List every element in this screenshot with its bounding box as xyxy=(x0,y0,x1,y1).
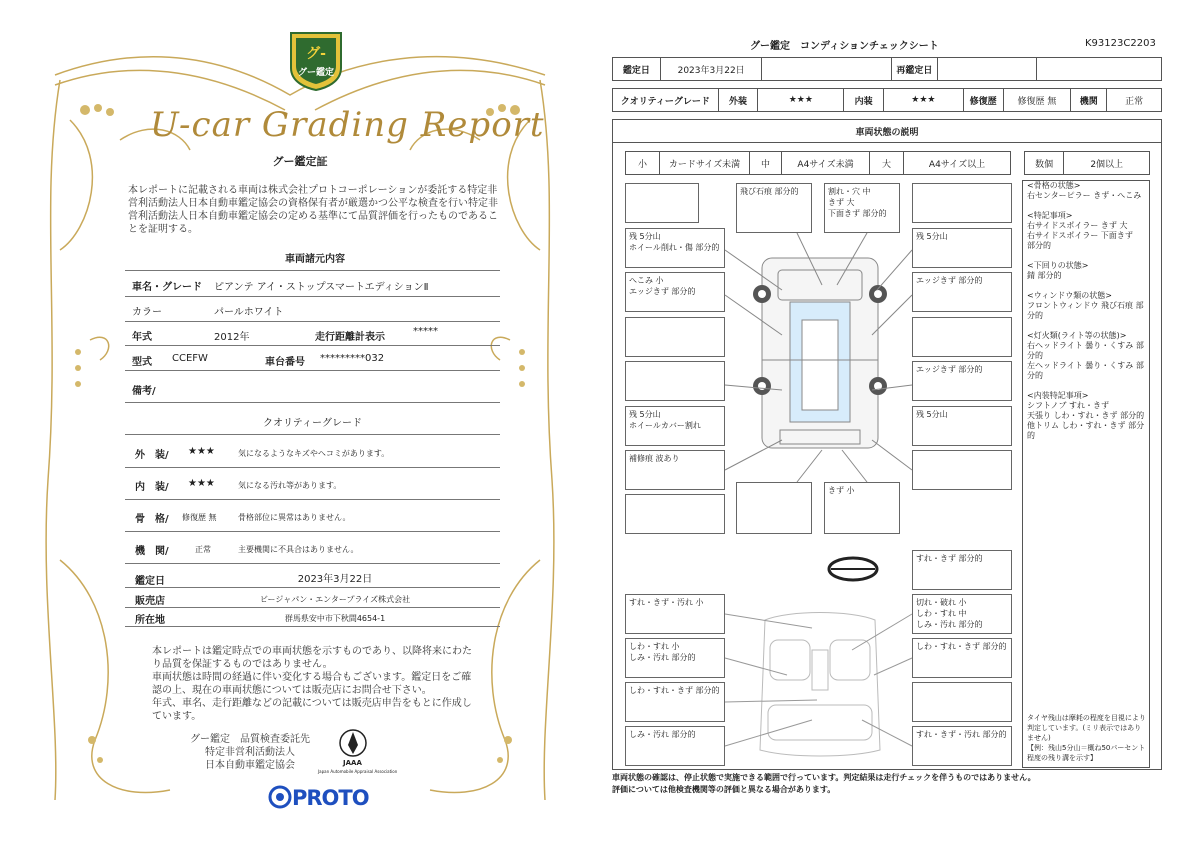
interior-box-left-1: すれ・きず・汚れ 小 xyxy=(625,594,725,634)
date-label: 鑑定日 xyxy=(135,576,165,587)
grade-row xyxy=(612,88,1162,112)
ext-label: 外装 xyxy=(719,89,759,111)
exterior-text: 気になるようなキズやヘコミがあります。 xyxy=(238,449,390,458)
footer-note-1: 車両状態の確認は、停止状態で実施できる範囲で行っています。判定結果は走行チェックを伴うものではありません。 xyxy=(612,773,1036,782)
certificate-heading: グー鑑定証 xyxy=(272,155,328,168)
frame-label: 骨 格/ xyxy=(135,514,169,525)
damage-box-top-3: 割れ・穴 中 きず 大 下面きず 部分的 xyxy=(824,183,900,233)
damage-box-right-5: 残 5分山 xyxy=(912,406,1012,446)
sheet-title: グー鑑定 コンディションチェックシート xyxy=(750,41,939,52)
damage-box-right-4: エッジきず 部分的 xyxy=(912,361,1012,401)
svg-text:グ-: グ- xyxy=(306,46,326,62)
dealer-value: ビージャパン・エンタープライズ株式会社 xyxy=(259,595,411,604)
model-value: ピアンテ アイ・ストップスマートエディションⅡ xyxy=(214,282,429,293)
tire-note: タイヤ残山は摩耗の程度を目視により判定しています。(ミリ表示ではありません) 【例：残山5分山＝概ね50パーセント程度の残り溝を示す】 xyxy=(1027,714,1146,762)
certificate-text: 本レポートに記載される車両は株式会社プロトコーポレーションが委託する特定非営利活動法人日本自動車鑑定協会の資格保有者が厳選かつ公平な検査を行い特定非営利活動法人日本自動車鑑定協会の定める基準にて品質評価を行ったものであることを証明する。 xyxy=(128,185,498,235)
color-value: パールホワイト xyxy=(214,307,284,318)
interior-box-left-2: しわ・すれ 小 しみ・汚れ 部分的 xyxy=(625,638,725,678)
size-small-label: 小 xyxy=(626,152,660,174)
int-label: 内装 xyxy=(844,89,884,111)
quality-heading: クオリティーグレード xyxy=(263,418,362,429)
interior-stars: ★★★ xyxy=(188,478,215,489)
color-label: カラー xyxy=(132,307,162,318)
exterior-stars: ★★★ xyxy=(188,446,215,457)
size-mid-desc: A4サイズ未満 xyxy=(782,152,870,174)
type-label: 型式 xyxy=(132,357,152,368)
address-label: 所在地 xyxy=(135,615,165,626)
size-large-label: 大 xyxy=(870,152,904,174)
date-row xyxy=(612,57,1162,81)
damage-box-right-1: 残 5分山 xyxy=(912,228,1012,268)
odometer-value: ***** xyxy=(413,326,438,337)
badge-text: グー鑑定 xyxy=(297,68,335,78)
address-value: 群馬県安中市下秋間4654-1 xyxy=(284,614,386,623)
interior-box-right-4: すれ・きず・汚れ 部分的 xyxy=(912,726,1012,766)
damage-box-top-2: 飛び石痕 部分的 xyxy=(736,183,812,233)
footer-note-2: 評価については他検査機関等の評価と異なる場合があります。 xyxy=(612,785,836,794)
interior-box-right-1: 切れ・破れ 小 しわ・すれ 中 しみ・汚れ 部分的 xyxy=(912,594,1012,634)
damage-box-left-5: 残 5分山 ホイールカバー割れ xyxy=(625,406,725,446)
count-label: 数個 xyxy=(1025,152,1064,174)
engine-label: 機関 xyxy=(1071,89,1107,111)
condition-check-sheet xyxy=(600,0,1200,848)
count-value: 2個以上 xyxy=(1090,159,1124,170)
report-title: U-car Grading Report xyxy=(150,105,545,145)
jaaa-emblem-icon xyxy=(338,728,368,758)
interior-leader-lines xyxy=(612,590,1022,770)
count-legend xyxy=(1024,151,1150,175)
size-legend xyxy=(625,151,1011,175)
chassis-label: 車台番号 xyxy=(265,357,305,368)
year-value: 2012年 xyxy=(214,332,250,343)
interior-label: 内 装/ xyxy=(135,482,169,493)
organization-text: グー鑑定 品質検査委託先 特定非営利活動法人 日本自動車鑑定協会 xyxy=(190,734,310,771)
damage-box-left-1: 残 5分山 ホイール削れ・傷 部分的 xyxy=(625,228,725,268)
frame-text: 骨格部位に異常はありません。 xyxy=(238,513,351,522)
engine-value: 正常 xyxy=(195,545,211,554)
interior-box-left-4: しみ・汚れ 部分的 xyxy=(625,726,725,766)
remarks-label: 備考/ xyxy=(132,386,156,397)
date-value: 2023年3月22日 xyxy=(661,58,763,80)
jaaa-label: JAAA xyxy=(343,759,362,767)
int-value: ★★★ xyxy=(884,89,964,111)
damage-box-left-2: へこみ 小 エッジきず 部分的 xyxy=(625,272,725,312)
repair-label: 修復歴 xyxy=(964,89,1004,111)
specs-heading: 車両諸元内容 xyxy=(285,254,345,265)
size-mid-label: 中 xyxy=(750,152,782,174)
model-label: 車名・グレード xyxy=(132,282,202,293)
interior-box-left-3: しわ・すれ・きず 部分的 xyxy=(625,682,725,722)
steering-wheel-icon xyxy=(825,554,881,584)
state-heading: 車両状態の説明 xyxy=(855,128,919,138)
proto-logo-text: PROTO xyxy=(292,786,369,810)
side-notes: <骨格の状態> 右センターピラー きず・へこみ <特記事項> 右サイドスポイラー きず 大 右サイドスポイラー 下面きず 部分的 <下回りの状態> 錆 部分的 <ウィンドウ類の状態> フロントウィンドウ 飛び石痕 部分的 <灯火類(ライト等の状態)> 右ヘッドライト 曇り・くすみ 部分的 左ヘッドライト 曇り・くすみ 部分的 <内装特記事項> シフトノブ すれ・きず 天張り しわ・すれ・きず 部分的 他トリム しわ・すれ・きず 部分的 xyxy=(1027,181,1145,440)
size-large-desc: A4サイズ以上 xyxy=(928,159,986,170)
sheet-code: K93123C2203 xyxy=(1085,38,1156,49)
disclaimer-text: 本レポートは鑑定時点での車両状態を示すものであり、以降将来にわたり品質を保証するものではありません。 車両状態は時間の経過に伴い変化する場合もございます。鑑定日をご確認の上、現在の車両状態については販売店にお問合せ下さい。 年式、車名、走行距離などの記載については販売店申告をもとに作成しています。 xyxy=(152,646,472,722)
type-value: CCEFW xyxy=(172,353,208,364)
frame-value: 修復歴 無 xyxy=(182,513,217,522)
leader-lines xyxy=(612,180,1022,540)
dealer-label: 販売店 xyxy=(135,596,165,607)
ext-value: ★★★ xyxy=(758,89,844,111)
damage-box-left-6: 補修痕 波あり xyxy=(625,450,725,490)
interior-box-wheel: すれ・きず 部分的 xyxy=(912,550,1012,590)
date-label: 鑑定日 xyxy=(613,58,661,80)
engine-text: 主要機関に不具合はありません。 xyxy=(238,545,359,554)
interior-text: 気になる汚れ等があります。 xyxy=(238,481,342,490)
interior-box-right-2: しわ・すれ・きず 部分的 xyxy=(912,638,1012,678)
goo-kantei-badge xyxy=(286,30,346,92)
damage-box-bottom-3: きず 小 xyxy=(824,482,900,534)
year-label: 年式 xyxy=(132,332,152,343)
redate-label: 再鑑定日 xyxy=(892,58,938,80)
engine-value: 正常 xyxy=(1125,96,1144,107)
proto-logo-icon xyxy=(268,785,292,809)
jaaa-subtitle: Japan Automobile Appraisal Association xyxy=(318,769,398,774)
odometer-label: 走行距離計表示 xyxy=(315,332,385,343)
repair-value: 修復歴 無 xyxy=(1004,89,1072,111)
engine-label: 機 関/ xyxy=(135,546,169,557)
chassis-value: *********032 xyxy=(320,353,385,364)
size-small-desc: カードサイズ未満 xyxy=(660,152,750,174)
exterior-label: 外 装/ xyxy=(135,450,169,461)
date-value: 2023年3月22日 xyxy=(297,574,373,585)
damage-box-right-2: エッジきず 部分的 xyxy=(912,272,1012,312)
grade-label: クオリティーグレード xyxy=(613,89,719,111)
